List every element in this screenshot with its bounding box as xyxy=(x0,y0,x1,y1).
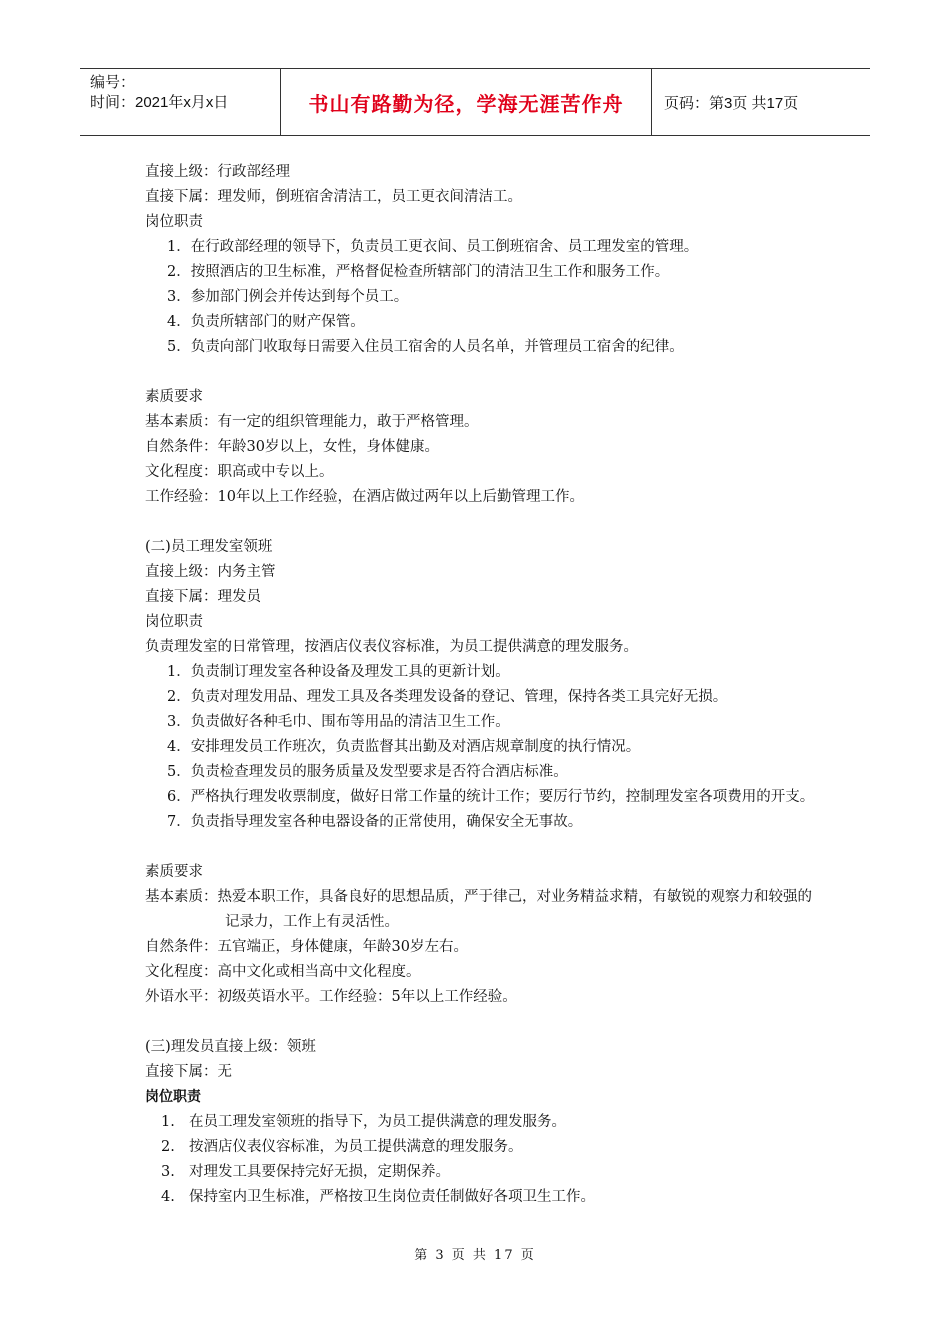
s1-superior: 直接上级：行政部经理 xyxy=(145,164,290,180)
s2-subordinate: 直接下属：理发员 xyxy=(145,589,261,605)
s2-title: (二)员工理发室领班 xyxy=(145,539,273,555)
header-motto: 书山有路勤为径，学海无涯苦作舟 xyxy=(281,69,652,135)
s1-duty-3: 3．参加部门例会并传达到每个员工。 xyxy=(167,289,409,305)
s1-quality-2: 自然条件：年龄30岁以上，女性，身体健康。 xyxy=(145,439,439,455)
s1-quality-1: 基本素质：有一定的组织管理能力，敢于严格管理。 xyxy=(145,414,479,430)
document-number: 编号： xyxy=(90,74,136,91)
s2-duty-title: 岗位职责 xyxy=(145,614,203,630)
document-body xyxy=(145,160,815,1210)
s2-summary: 负责理发室的日常管理，按酒店仪表仪容标准，为员工提供满意的理发服务。 xyxy=(145,639,638,655)
s1-quality-title: 素质要求 xyxy=(145,389,203,405)
s2-quality-4: 外语水平：初级英语水平。工作经验：5年以上工作经验。 xyxy=(145,989,517,1005)
s2-quality-2: 自然条件：五官端正，身体健康，年龄30岁左右。 xyxy=(145,939,468,955)
s1-duty-2: 2．按照酒店的卫生标准，严格督促检查所辖部门的清洁卫生工作和服务工作。 xyxy=(167,264,670,280)
s3-duty-title: 岗位职责 xyxy=(145,1089,201,1105)
s1-duty-4: 4．负责所辖部门的财产保管。 xyxy=(167,314,365,330)
s3-duty-2 xyxy=(145,1135,815,1160)
s2-duty-1: 1．负责制订理发室各种设备及理发工具的更新计划。 xyxy=(167,664,510,680)
document-date: 时间：2021年x月x日 xyxy=(90,94,229,111)
s2-duty-6: 6．严格执行理发收票制度，做好日常工作量的统计工作；要厉行节约，控制理发室各项费用的开支。 xyxy=(167,789,815,805)
s3-duty-1 xyxy=(145,1110,815,1135)
page-header xyxy=(80,68,870,136)
header-left-cell xyxy=(80,69,281,135)
s3-title: (三)理发员直接上级：领班 xyxy=(145,1039,316,1055)
s3-duty-1-num: 1. xyxy=(161,1114,175,1130)
s1-duty-5: 5．负责向部门收取每日需要入住员工宿舍的人员名单，并管理员工宿舍的纪律。 xyxy=(167,339,684,355)
s3-duty-3-text: 对理发工具要保持完好无损，定期保养。 xyxy=(189,1164,450,1180)
s3-duty-3-num: 3. xyxy=(161,1164,175,1180)
s2-duty-7: 7．负责指导理发室各种电器设备的正常使用，确保安全无事故。 xyxy=(167,814,583,830)
s1-subordinate: 直接下属：理发师，倒班宿舍清洁工，员工更衣间清洁工。 xyxy=(145,189,522,205)
s2-duty-5: 5．负责检查理发员的服务质量及发型要求是否符合酒店标准。 xyxy=(167,764,568,780)
s1-duty-title: 岗位职责 xyxy=(145,214,203,230)
s3-duty-3 xyxy=(145,1160,815,1185)
page-footer: 第 3 页 共 17 页 xyxy=(414,1248,536,1263)
s3-duty-4-text: 保持室内卫生标准，严格按卫生岗位责任制做好各项卫生工作。 xyxy=(189,1189,595,1205)
s2-quality-1: 基本素质：热爱本职工作，具备良好的思想品质，严于律己，对业务精益求精，有敏锐的观察力和较强的记录力，工作上有灵活性。 xyxy=(145,889,812,930)
s3-duty-2-num: 2. xyxy=(161,1139,175,1155)
s1-quality-4: 工作经验：10年以上工作经验，在酒店做过两年以上后勤管理工作。 xyxy=(145,489,584,505)
s3-duty-2-text: 按酒店仪表仪容标准，为员工提供满意的理发服务。 xyxy=(189,1139,523,1155)
s3-duty-4 xyxy=(145,1185,815,1210)
s2-superior: 直接上级：内务主管 xyxy=(145,564,276,580)
s1-duty-1: 1．在行政部经理的领导下，负责员工更衣间、员工倒班宿舍、员工理发室的管理。 xyxy=(167,239,699,255)
s2-quality-title: 素质要求 xyxy=(145,864,203,880)
s1-quality-3: 文化程度：职高或中专以上。 xyxy=(145,464,334,480)
s3-subordinate: 直接下属：无 xyxy=(145,1064,232,1080)
header-page-number: 页码：第3页 共17页 xyxy=(664,94,799,112)
s2-duty-4: 4．安排理发员工作班次，负责监督其出勤及对酒店规章制度的执行情况。 xyxy=(167,739,641,755)
s2-duty-2: 2．负责对理发用品、理发工具及各类理发设备的登记、管理，保持各类工具完好无损。 xyxy=(167,689,728,705)
s3-duty-4-num: 4. xyxy=(161,1189,175,1205)
s3-duty-1-text: 在员工理发室领班的指导下，为员工提供满意的理发服务。 xyxy=(189,1114,566,1130)
s2-duty-3: 3．负责做好各种毛巾、围布等用品的清洁卫生工作。 xyxy=(167,714,510,730)
s2-quality-3: 文化程度：高中文化或相当高中文化程度。 xyxy=(145,964,421,980)
